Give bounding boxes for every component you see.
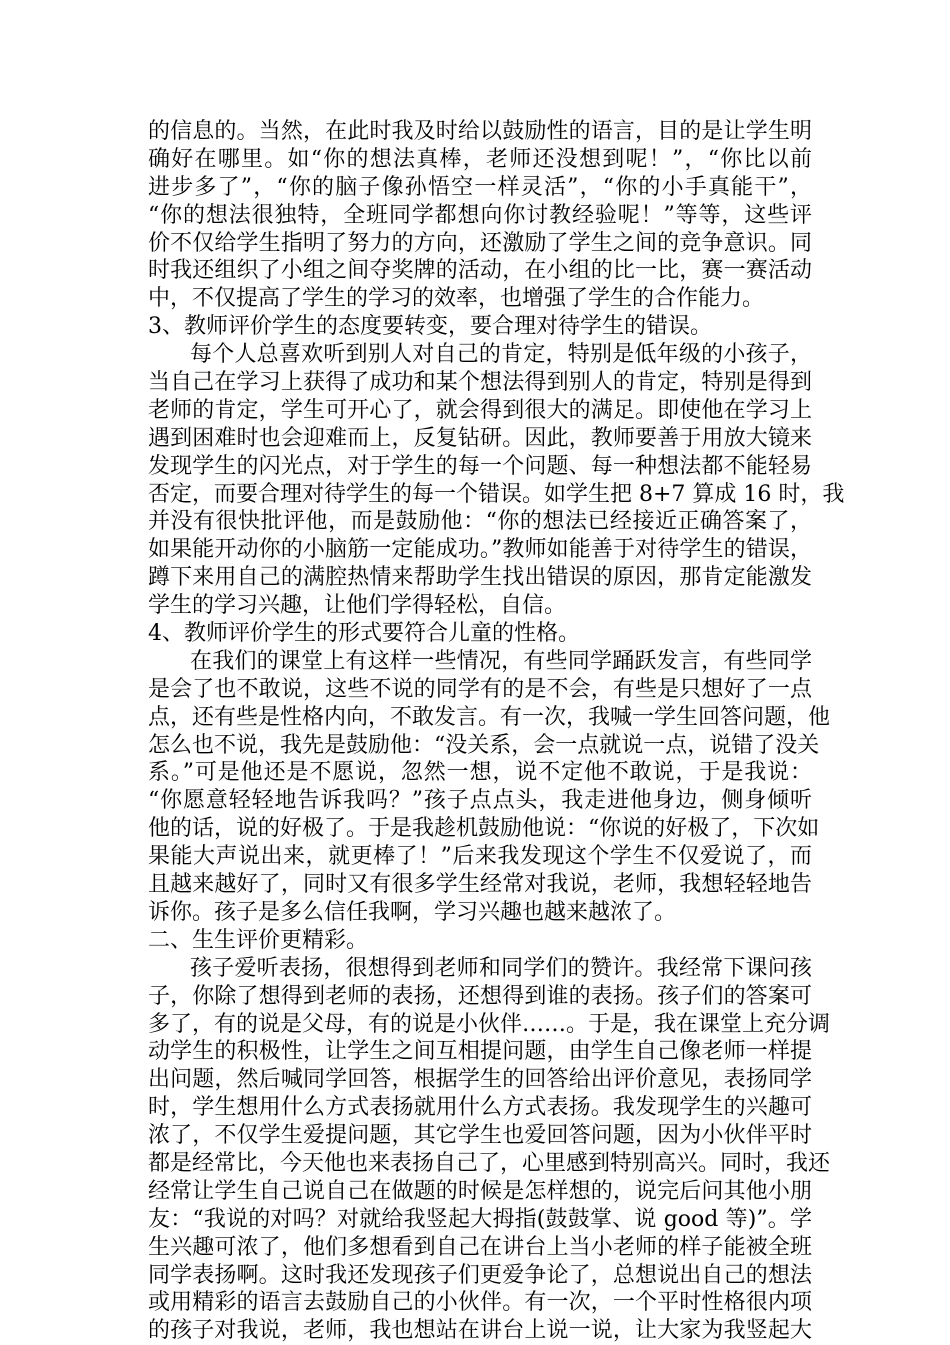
text-line: 如果能开动你的小脑筋一定能成功。”教师如能善于对待学生的错误， bbox=[148, 537, 812, 563]
text-line: 发现学生的闪光点，对于学生的每一个问题、每一种想法都不能轻易 bbox=[148, 453, 812, 479]
text-line: 出问题，然后喊同学回答，根据学生的回答给出评价意见，表扬同学 bbox=[148, 1067, 812, 1093]
text-line: “你愿意轻轻地告诉我吗？”孩子点点头，我走进他身边，侧身倾听 bbox=[148, 788, 812, 814]
text-line: 经常让学生自己说自己在做题的时候是怎样想的，说完后问其他小朋 bbox=[148, 1178, 812, 1204]
text-line: 并没有很快批评他，而是鼓励他：“你的想法已经接近正确答案了， bbox=[148, 509, 812, 535]
text-line: 或用精彩的语言去鼓励自己的小伙伴。有一次，一个平时性格很内项 bbox=[148, 1290, 812, 1316]
text-line: 4、教师评价学生的形式要符合儿童的性格。 bbox=[148, 621, 580, 647]
text-line: 生兴趣可浓了，他们多想看到自己在讲台上当小老师的样子能被全班 bbox=[148, 1234, 812, 1260]
text-line: 是会了也不敢说，这些不说的同学有的是不会，有些是只想好了一点 bbox=[148, 676, 812, 702]
text-line: 二、生生评价更精彩。 bbox=[148, 927, 369, 953]
text-line: 系。”可是他还是不愿说，忽然一想，说不定他不敢说，于是我说： bbox=[148, 760, 812, 786]
paragraph-first-line: 在我们的课堂上有这样一些情况，有些同学踊跃发言，有些同学 bbox=[190, 648, 812, 674]
text-line: 诉你。孩子是多么信任我啊，学习兴趣也越来越浓了。 bbox=[148, 899, 677, 925]
text-line: 价不仅给学生指明了努力的方向，还激励了学生之间的竞争意识。同 bbox=[148, 230, 812, 256]
text-line: 否定，而要合理对待学生的每一个错误。如学生把 8+7 算成 16 时，我 bbox=[148, 481, 845, 507]
text-line: 学生的学习兴趣，让他们学得轻松，自信。 bbox=[148, 593, 567, 619]
text-line: 遇到困难时也会迎难而上，反复钻研。因此，教师要善于用放大镜来 bbox=[148, 425, 812, 451]
text-line: 蹲下来用自己的满腔热情来帮助学生找出错误的原因，那肯定能激发 bbox=[148, 565, 812, 591]
text-line: 老师的肯定，学生可开心了，就会得到很大的满足。即使他在学习上 bbox=[148, 397, 812, 423]
text-line: 且越来越好了，同时又有很多学生经常对我说，老师，我想轻轻地告 bbox=[148, 872, 812, 898]
text-line: 怎么也不说，我先是鼓励他：“没关系，会一点就说一点，说错了没关 bbox=[148, 732, 820, 758]
text-line: 多了，有的说是父母，有的说是小伙伴……。于是，我在课堂上充分调 bbox=[148, 1011, 831, 1037]
text-line: 时，学生想用什么方式表扬就用什么方式表扬。我发现学生的兴趣可 bbox=[148, 1095, 812, 1121]
text-line: 时我还组织了小组之间夺奖牌的活动，在小组的比一比，赛一赛活动 bbox=[148, 258, 812, 284]
text-line: 进步多了”，“你的脑子像孙悟空一样灵活”，“你的小手真能干”， bbox=[148, 174, 812, 200]
text-line: 友：“我说的对吗？对就给我竖起大拇指(鼓鼓掌、说 good 等)”。学 bbox=[148, 1206, 812, 1232]
text-line: 的信息的。当然，在此时我及时给以鼓励性的语言，目的是让学生明 bbox=[148, 119, 812, 144]
text-line: 中，不仅提高了学生的学习的效率，也增强了学生的合作能力。 bbox=[148, 286, 765, 312]
text-line: 他的话，说的好极了。于是我趁机鼓励他说：“你说的好极了，下次如 bbox=[148, 816, 820, 842]
text-line: “你的想法很独特，全班同学都想向你讨教经验呢！”等等，这些评 bbox=[148, 202, 812, 228]
text-line: 果能大声说出来，就更棒了！”后来我发现这个学生不仅爱说了，而 bbox=[148, 844, 812, 870]
text-line: 点，还有些是性格内向，不敢发言。有一次，我喊一学生回答问题，他 bbox=[148, 704, 831, 730]
text-line: 动学生的积极性，让学生之间互相提问题，由学生自己像老师一样提 bbox=[148, 1039, 812, 1065]
text-line: 当自己在学习上获得了成功和某个想法得到别人的肯定，特别是得到 bbox=[148, 370, 812, 396]
text-line: 浓了，不仅学生爱提问题，其它学生也爱回答问题，因为小伙伴平时 bbox=[148, 1123, 812, 1149]
text-line: 3、教师评价学生的态度要转变，要合理对待学生的错误。 bbox=[148, 314, 712, 340]
document-page bbox=[148, 118, 845, 1345]
text-line: 都是经常比，今天他也来表扬自己了，心里感到特别高兴。同时，我还 bbox=[148, 1150, 831, 1176]
text-line: 确好在哪里。如“你的想法真棒，老师还没想到呢！”，“你比以前 bbox=[148, 146, 812, 172]
text-line: 子，你除了想得到老师的表扬，还想得到谁的表扬。孩子们的答案可 bbox=[148, 983, 812, 1009]
text-line: 的孩子对我说，老师，我也想站在讲台上说一说，让大家为我竖起大 bbox=[148, 1318, 812, 1344]
paragraph-first-line: 孩子爱听表扬，很想得到老师和同学们的赞许。我经常下课问孩 bbox=[190, 955, 812, 981]
paragraph-first-line: 每个人总喜欢听到别人对自己的肯定，特别是低年级的小孩子， bbox=[190, 342, 812, 368]
text-line: 同学表扬啊。这时我还发现孩子们更爱争论了，总想说出自己的想法 bbox=[148, 1262, 812, 1288]
